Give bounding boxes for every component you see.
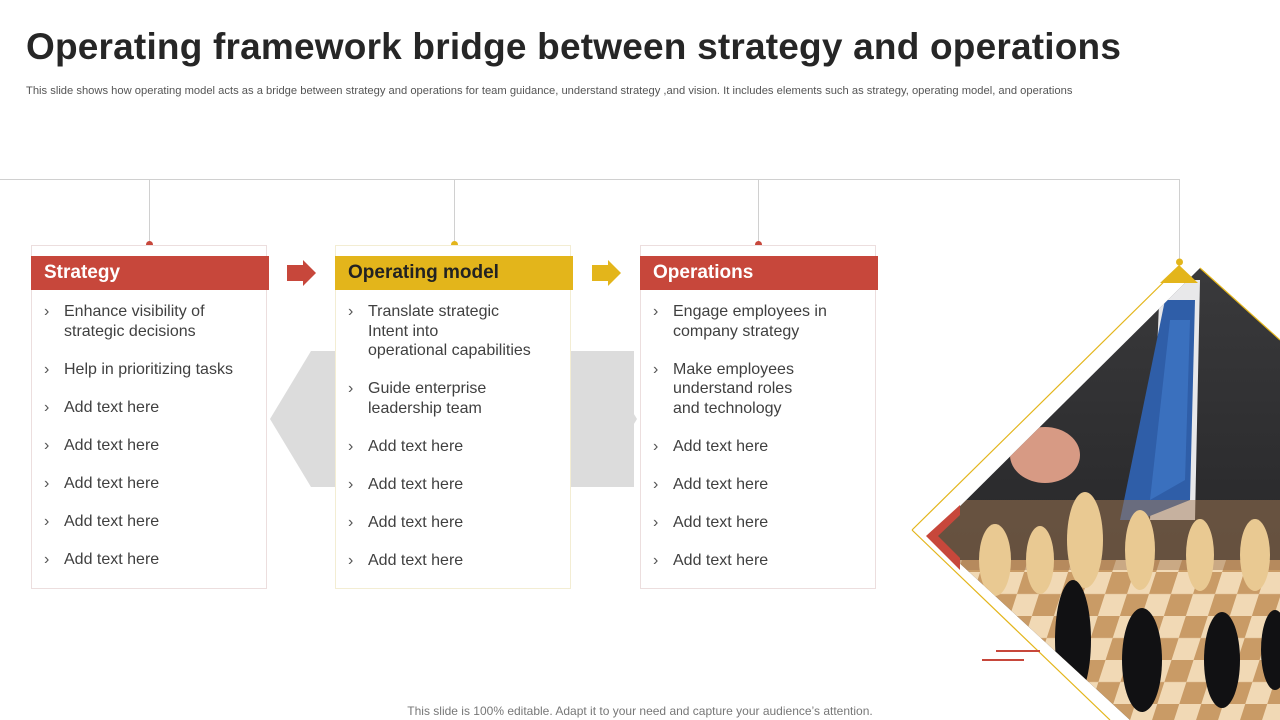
list-item: › Add text here [653,437,769,455]
list-item: › Add text here [653,551,769,569]
page-subtitle: This slide shows how operating model acts as a bridge between strategy and operations for team guidance, understand strategy ,and vision. It includes elements such as strategy, operating model, and operations [26,85,1073,97]
chevron-right-icon: › [348,475,354,493]
list-item: › Add text here [44,551,160,569]
list-item: › Help in prioritizing tasks [44,360,233,378]
chevron-right-icon: › [44,360,50,378]
chevron-right-icon: › [348,513,354,531]
page-title: Operating framework bridge between strategy and operations [26,26,1122,67]
list-item: › Add text here [44,398,160,416]
chevron-right-icon: › [44,398,50,416]
list-item: › Guide enterprise leadership team [348,380,487,417]
chevron-right-icon: › [348,303,354,320]
yellow-triangle-accent [1160,265,1198,283]
list-item: › Make employees understand roles and technology [653,360,794,417]
list-item: › Add text here [44,436,160,454]
list-item: › Add text here [44,474,160,492]
chevron-right-icon: › [653,551,659,569]
list-item: › Add text here [348,475,464,493]
card-header-operating-model: Operating model [335,256,573,290]
list-item: › Add text here [44,512,160,530]
chevron-right-icon: › [44,512,50,530]
chevron-right-icon: › [348,437,354,455]
list-item: › Add text here [653,513,769,531]
list-item: › Add text here [348,437,464,455]
list-item: › Translate strategic Intent into operational capabilities [348,303,531,359]
chevron-right-icon: › [653,475,659,493]
chevron-right-icon: › [44,303,50,320]
chevron-right-icon: › [653,513,659,531]
footer-note: This slide is 100% editable. Adapt it to your need and capture your audience’s attention. [407,704,873,718]
chevron-right-icon: › [44,474,50,492]
chevron-right-icon: › [653,303,659,320]
list-item: › Enhance visibility of strategic decisions [44,303,205,340]
chevron-right-icon: › [348,380,354,398]
list-item: › Add text here [348,551,464,569]
chevron-right-icon: › [348,551,354,569]
chevron-right-icon: › [44,436,50,454]
list-item: › Add text here [348,513,464,531]
list-item: › Add text here [653,475,769,493]
chevron-right-icon: › [653,360,659,378]
card-header-operations: Operations [640,256,878,290]
chevron-right-icon: › [653,437,659,455]
card-header-strategy: Strategy [31,256,269,290]
chevron-right-icon: › [44,551,50,569]
list-item: › Engage employees in company strategy [653,303,827,340]
